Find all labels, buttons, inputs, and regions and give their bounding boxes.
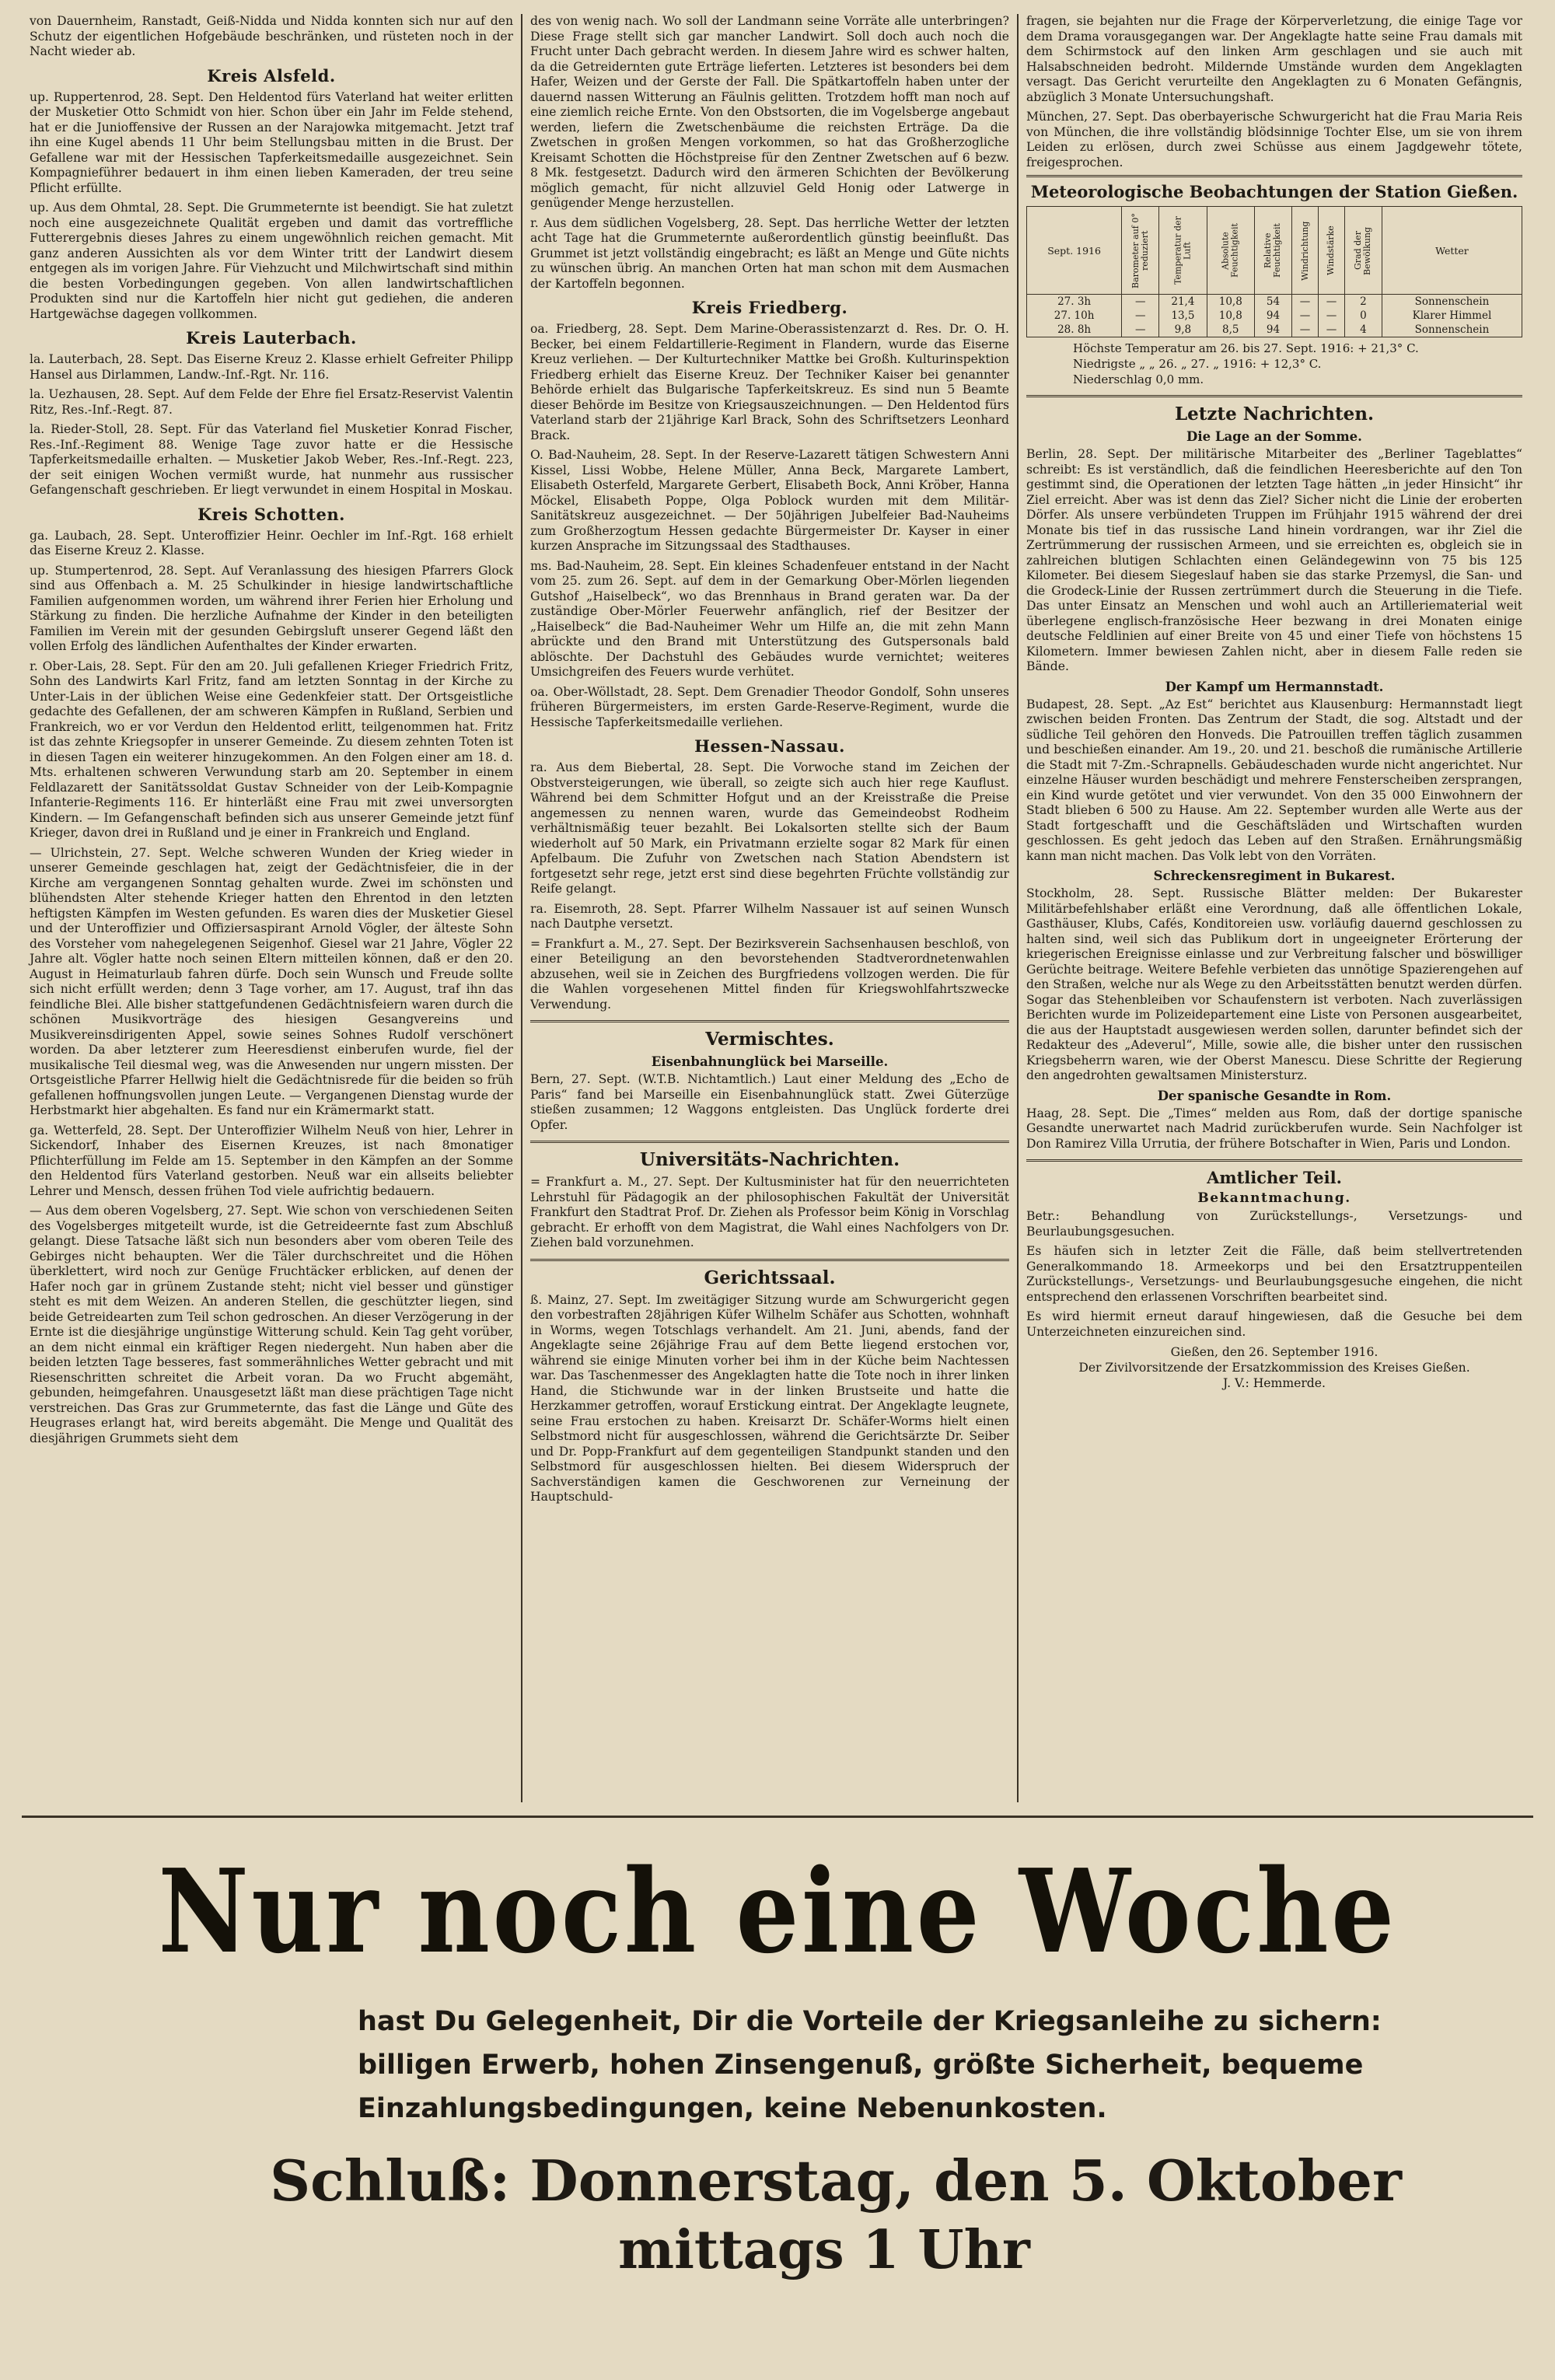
article-ruppertenrod: up. Ruppertenrod, 28. Sept. Den Heldentod fürs Vaterland hat weiter erlitten der Musketier Otto Schmidt von hier. Schon über ein Jahr im Felde stehend, hat er die Junioffensive der Russen an der Narajowka mitgemacht. Jetzt traf ihn eine Kugel abends 11 Uhr beim Stellungsbau mitten in die Brust. Der Gefallene war mit der Hessischen Tapferkeitsmedaille ausgezeichnet. Sein Kompagnieführer bedauert in ihm einen lieben Kameraden, der treu seine Pflicht erfüllte. [30, 89, 513, 195]
article-friedberg: oa. Friedberg, 28. Sept. Dem Marine-Oberassistenzarzt d. Res. Dr. O. H. Becker, bei einem Feldartillerie-Regiment in Flandern, wurde das Eiserne Kreuz verliehen. — Der Kulturtechniker Mattke bei Großh. Kulturinspektion Friedberg erhielt das Eiserne Kreuz. Der Techniker Kaiser bei genannter Behörde erhielt das Bulgarische Tapferkeitskreuz. Es sind nun 5 Beamte dieser Behörde im Besitze von Kriegsauszeichnungen. — Den Heldentod fürs Vaterland starb der 21jährige Karl Brack, Sohn des Schriftsetzers Leonhard Brack. [530, 322, 1009, 442]
table-row [1027, 323, 1522, 337]
article-laubach: ga. Laubach, 28. Sept. Unteroffizier Heinr. Oechler im Inf.-Rgt. 168 erhielt das Eiserne Kreuz 2. Klasse. [30, 528, 513, 557]
subheading-hermannstadt: Der Kampf um Hermannstadt. [1165, 679, 1384, 694]
subheading-spanien: Der spanische Gesandte in Rom. [1157, 1088, 1392, 1103]
weather-header: Absolute Feuchtigkeit [1207, 207, 1254, 295]
text-columns [22, 14, 1533, 1802]
article-ober-woellstadt: oa. Ober-Wöllstadt, 28. Sept. Dem Grenadier Theodor Gondolf, Sohn unseres früheren Bürgermeisters, im ersten Garde-Reserve-Regiment, wurde die Hessische Tapferkeitsmedaille verliehen. [530, 684, 1009, 729]
table-cell: 9,8 [1159, 323, 1207, 337]
column-1 [22, 14, 521, 1802]
weather-precipitation: Niederschlag 0,0 mm. [1073, 372, 1204, 386]
table-cell: — [1122, 295, 1159, 309]
notice-subject: Betr.: Behandlung von Zurückstellungs-, Versetzungs- und Beurlaubungsgesuchen. [1026, 1209, 1522, 1239]
weather-min-temp: Niedrigste „ „ 26. „ 27. „ 1916: + 12,3° C. [1073, 357, 1322, 371]
table-cell: 4 [1344, 323, 1382, 337]
notice-heading: Bekanntmachung. [1197, 1190, 1351, 1206]
ad-closing-date: Schluß: Donnerstag, den 5. Oktober [270, 2148, 1402, 2214]
article-ohmtal: up. Aus dem Ohmtal, 28. Sept. Die Grummeternte ist beendigt. Sie hat zuletzt noch eine ausgezeichnete Qualität ergeben und damit das vortreffliche Futterergebnis dieses Jahres zu einem ungewöhnlich reichen gemacht. Mit ganz anderen Aussichten als vor dem Winter tritt der Landwirt diesem entgegen als im vorigen Jahre. Für Viehzucht und Milchwirtschaft sind mithin die besten Vorbedingungen gegeben. Von allen landwirtschaftlichen Produkten sind nur die Kartoffeln hier nicht gut gediehen, die anderen Hartgewächse dagegen vollkommen. [30, 201, 513, 321]
section-heading-universitaet: Universitäts-Nachrichten. [530, 1141, 1009, 1170]
weather-observations [1026, 175, 1522, 387]
article-budapest: Budapest, 28. Sept. „Az Est“ berichtet aus Klausenburg: Hermannstadt liegt zwischen beiden Fronten. Das Zentrum der Stadt, die sog. Altstadt und der südliche Teil gehören den Honveds. Die Patrouillen treffen täglich zusammen und beschießen einander. Am 19., 20. und 21. beschoß die rumänische Artillerie die Stadt mit 7-Zm.-Schrapnells. Gebäudeschaden wurde nicht angerichtet. Nur einzelne Häuser wurden beschädigt und mehrere Fensterscheiben zersprangen, ein Kind wurde getötet und vier verwundet. Von den 35 000 Einwohnern der Stadt blieben 6 500 zu Hause. Am 22. September wurden alle Werte aus der Stadt fortgeschafft und die Geschäftsläden und Wirtschaften wurden geschlossen. Es geht jedoch das Leben auf den Straßen. Ernährungsmäßig kann man nicht machen. Das Volk lebt von den Vorräten. [1026, 697, 1522, 863]
subheading-somme: Die Lage an der Somme. [1186, 429, 1362, 444]
notice-signatory: Der Zivilvorsitzende der Ersatzkommission des Kreises Gießen. [1078, 1361, 1470, 1375]
article-stockholm: Stockholm, 28. Sept. Russische Blätter melden: Der Bukarester Militärbefehlshaber erläßt eine Verordnung, daß alle öffentlichen Lokale, Gasthäuser, Klubs, Cafés, Konditoreien usw. vorläufig dauernd geschlossen zu halten sind, weil sich das Publikum dort in ungeeigneter Erörterung der kriegerischen Ereignisse einlasse und zur Verbreitung falscher und böswilliger Gerüchte beitrage. Weitere Befehle verbieten das unnötige Spazierengehen auf den Straßen, welche nur als Wege zu den Arbeitsstätten benutzt werden dürfen. Sogar das Stehenbleiben vor Schaufenstern ist verboten. Nach zuverlässigen Berichten wurde im Polizeidepartement eine Liste von Personen ausgearbeitet, die aus der Hauptstadt ausgewiesen werden sollen, darunter befindet sich der Redakteur des „Adeverul“, Mille, sowie alle, die bisher unter den russischen Kriegsbeherrn waren, wie der Oberst Manescu. Diese Schritte der Regierung den angedrohten gewaltsamen Ministersturz. [1026, 886, 1522, 1082]
ad-headline: Nur noch eine Woche [158, 1844, 1397, 1979]
weather-header: Sept. 1916 [1027, 207, 1122, 295]
notice-body: Es häufen sich in letzter Zeit die Fälle, daß beim stellvertretenden Generalkommando 18. Armeekorps und bei den Ersatztruppenteilen Zurückstellungs-, Versetzungs- und Beurlaubungsgesuche eingehen, die nicht entsprechend den erlassenen Vorschriften bearbeitet sind. [1026, 1244, 1522, 1304]
table-cell: 8,5 [1207, 323, 1254, 337]
table-cell: — [1122, 309, 1159, 323]
table-row [1027, 309, 1522, 323]
table-cell: 2 [1344, 295, 1382, 309]
weather-header: Windrichtung [1292, 207, 1319, 295]
weather-notes [1026, 337, 1522, 387]
section-heading-amtlich: Amtlicher Teil. [1026, 1159, 1522, 1187]
article-uezhausen: la. Uezhausen, 28. Sept. Auf dem Felde der Ehre fiel Ersatz-Reservist Valentin Ritz, Res.-Inf.-Regt. 87. [30, 387, 513, 417]
table-cell: 10,8 [1207, 309, 1254, 323]
section-heading-gerichtssaal: Gerichtssaal. [530, 1259, 1009, 1288]
table-cell: 0 [1344, 309, 1382, 323]
article-text: des von wenig nach. Wo soll der Landmann seine Vorräte alle unterbringen? Diese Frage stellt sich gar mancher Landwirt. Soll doch auch noch die Frucht unter Dach gebracht werden. In diesem Jahre wird es schwer halten, da die Getreidernten gute Erträge lieferten. Letzteres ist besonders bei dem Hafer, Weizen und der Gerste der Fall. Die Spätkartoffeln haben unter der dauernd nassen Witterung an Fäulnis gelitten. Trotzdem hofft man noch auf eine ziemlich reiche Ernte. Von den Obstsorten, die im Vogelsberge angebaut werden, liefern die Zwetschenbäume die reichsten Erträge. Da die Zwetschen in großen Mengen vorkommen, so hat das Großherzogliche Kreisamt Schotten die Höchstpreise für den Zentner Zwetschen auf 6 bezw. 8 Mk. festgesetzt. Dadurch wird den ärmeren Schichten der Bevölkerung möglich gemacht, für nicht allzuviel Geld Honig oder Latwerge in genügender Menge herzustellen. [530, 14, 1009, 210]
table-cell: 21,4 [1159, 295, 1207, 309]
article-muenchen: München, 27. Sept. Das oberbayerische Schwurgericht hat die Frau Maria Reis von München, die ihre vollständig blödsinnige Tochter Else, um sie von ihrem Leiden zu erlösen, durch zwei Schüsse aus einem Jagdgewehr tötete, freigesprochen. [1026, 110, 1522, 170]
ad-body: hast Du Gelegenheit, Dir die Vorteile der Kriegsanleihe zu sichern: billigen Erwerb, hohen Zinsengenuß, größte Sicherheit, bequeme Einzahlungsbedingungen, keine Nebenunkosten. [358, 2006, 1382, 2124]
section-heading-letzte-nachrichten: Letzte Nachrichten. [1026, 395, 1522, 425]
table-cell: 13,5 [1159, 309, 1207, 323]
weather-table [1026, 206, 1522, 337]
section-heading-lauterbach: Kreis Lauterbach. [186, 328, 357, 348]
article-frankfurt-uni: = Frankfurt a. M., 27. Sept. Der Kultusminister hat für den neuerrichteten Lehrstuhl für Pädagogik an der philosophischen Fakultät der Universität Frankfurt den Stadtrat Prof. Dr. Ziehen als Professor beim König in Vorschlag gebracht. Er erhofft von dem Magistrat, die Wahl eines Nachfolgers von Dr. Ziehen bald vorzunehmen. [530, 1175, 1009, 1249]
weather-header-row [1027, 207, 1522, 295]
article-lauterbach: la. Lauterbach, 28. Sept. Das Eiserne Kreuz 2. Klasse erhielt Gefreiter Philipp Hansel aus Dirlammen, Landw.-Inf.-Rgt. Nr. 116. [30, 352, 513, 382]
weather-header: Grad der Bewölkung [1344, 207, 1382, 295]
section-heading-hessen-nassau: Hessen-Nassau. [694, 736, 845, 756]
article-mainz: ß. Mainz, 27. Sept. Im zweitägiger Sitzung wurde am Schwurgericht gegen den vorbestraften 28jährigen Küfer Wilhelm Schäfer aus Schotten, wohnhaft in Worms, wegen Totschlags verhandelt. Am 21. Juni, abends, fand der Angeklagte seine 26jährige Frau auf dem Bette liegend erstochen vor, während sie einige Minuten vorher bei ihm in der Küche beim Nachtessen war. Das Taschenmesser des Angeklagten hatte die Tote noch in ihrer linken Hand, die Stichwunde war in der linken Brustseite und hatte die Herzkammer getroffen, worauf Erstickung eintrat. Der Angeklagte leugnete, seine Frau erstochen zu haben. Kreisarzt Dr. Schäfer-Worms hielt einen Selbstmord nicht für ausgeschlossen, während die Gerichtsärzte Dr. Seiber und Dr. Popp-Frankfurt auf dem gegenteiligen Standpunkt standen und den Selbstmord für ausgeschlossen hielten. Bei diesem Widerspruch der Sachverständigen kamen die Geschworenen zur Verneinung der Hauptschuld- [530, 1292, 1009, 1504]
table-cell: — [1122, 323, 1159, 337]
notice-body: Es wird hiermit erneut darauf hingewiesen, daß die Gesuche bei dem Unterzeichneten einzureichen sind. [1026, 1309, 1522, 1339]
table-cell: — [1318, 309, 1344, 323]
weather-header: Windstärke [1318, 207, 1344, 295]
war-bond-advertisement [22, 1816, 1533, 2362]
table-row [1027, 295, 1522, 309]
ad-closing-time: mittags 1 Uhr [618, 2219, 1030, 2281]
table-cell: — [1292, 309, 1319, 323]
table-cell: 10,8 [1207, 295, 1254, 309]
article-frankfurt: = Frankfurt a. M., 27. Sept. Der Bezirksverein Sachsenhausen beschloß, von einer Beteiligung an den bevorstehenden Stadtverordnetenwahlen abzusehen, weil sie in Zeichen des Burgfriedens vollzogen werden. Die für die Wahlen vorgesehenen Mittel finden für Kriegswohlfahrtszwecke Verwendung. [530, 936, 1009, 1012]
section-heading-friedberg: Kreis Friedberg. [691, 298, 848, 317]
article-haag: Haag, 28. Sept. Die „Times“ melden aus Rom, daß der dortige spanische Gesandte unerwartet nach Madrid zurückberufen wurde. Sein Nachfolger ist Don Ramirez Villa Urrutia, der frühere Botschafter in Wien, Paris und London. [1026, 1106, 1522, 1151]
article-bern: Bern, 27. Sept. (W.T.B. Nichtamtlich.) Laut einer Meldung des „Echo de Paris“ fand bei Marseille ein Eisenbahnunglück statt. Zwei Güterzüge stießen zusammen; 12 Waggons entgleisten. Das Unglück forderte drei Opfer. [530, 1072, 1009, 1132]
notice-date: Gießen, den 26. September 1916. [1170, 1345, 1379, 1359]
table-cell: 94 [1254, 309, 1291, 323]
subheading-marseille: Eisenbahnunglück bei Marseille. [651, 1054, 889, 1069]
table-cell: 54 [1254, 295, 1291, 309]
subheading-bukarest: Schreckensregiment in Bukarest. [1153, 868, 1396, 883]
section-heading-alsfeld: Kreis Alsfeld. [207, 65, 336, 86]
article-stumpertenrod: up. Stumpertenrod, 28. Sept. Auf Veranlassung des hiesigen Pfarrers Glock sind aus Offenbach a. M. 25 Schulkinder in hiesige landwirtschaftliche Familien aufgenommen worden, um während ihrer Ferien hier Erholung und Stärkung zu finden. Die herzliche Aufnahme der Kinder in den beteiligten Familien im Verein mit der gesunden Gebirgsluft unserer Gegend läßt den vollen Erfolg des ländlichen Aufenthaltes der Kinder erwarten. [30, 563, 513, 653]
article-ulrichstein: — Ulrichstein, 27. Sept. Welche schweren Wunden der Krieg wieder in unserer Gemeinde geschlagen hat, zeigt der Gedächtnisfeier, die in der Kirche am vergangenen Sonntag gehalten wurde. Zwei im schönsten und blühendsten Alter stehende Krieger hatten den Ehrentod in den letzten heftigsten Kämpfen im Westen gefunden. Es waren dies der Musketier Giesel und der Unteroffizier und Offiziersaspirant Arnold Vögler, der älteste Sohn des Vorsteher vom nahegelegenen Seigenhof. Giesel war 21 Jahre, Vögler 22 Jahre alt. Vögler hatte noch seinen Eltern mitteilen können, daß er den 20. August in Heimaturlaub fahren dürfe. Doch sein Wunsch und Freude sollte sich nicht erfüllt werden; denn 3 Tage vorher, am 17. August, traf ihn das feindliche Blei. Alle bisher stattgefundenen Gedächtnisfeiern waren durch die schönen Musikvorträge des hiesigen Gesangvereins und Musikvereinsdirigenten Appel, sowie seines Sohnes Rudolf verschönert worden. Da aber letzterer zum Heeresdienst einberufen wurde, fiel der musikalische Teil diesmal weg, was die Anwesenden nur ungern missten. Der Ortsgeistliche Pfarrer Hellwig hielt die Gedächtnisrede für die beiden so früh gefallenen hoffnungsvollen jungen Leute. — Vergangenen Dienstag wurde der Herbstmarkt hier abgehalten. Es fand nur ein Krämermarkt statt. [30, 845, 513, 1117]
table-cell: — [1318, 295, 1344, 309]
article-bad-nauheim-fire: ms. Bad-Nauheim, 28. Sept. Ein kleines Schadenfeuer entstand in der Nacht vom 25. zum 26. Sept. auf dem in der Gemarkung Ober-Mörlen liegenden Gutshof „Haiselbeck“, wo das Brennhaus in Brand geraten war. Da der zuständige Ober-Mörler Feuerwehr anfänglich, rief der Besitzer der „Haiselbeck“ die Bad-Nauheimer Wehr um Hilfe an, die mit zehn Mann abrückte und den Brand mit Unterstützung des Gutspersonals bald ablöschte. Der Dachstuhl des Gebäudes wurde vernichtet; weiteres Umsichgreifen des Feuers wurde verhütet. [530, 558, 1009, 679]
table-cell: — [1318, 323, 1344, 337]
weather-header: Temperatur der Luft [1159, 207, 1207, 295]
table-cell: 94 [1254, 323, 1291, 337]
weather-max-temp: Höchste Temperatur am 26. bis 27. Sept. 1916: + 21,3° C. [1073, 341, 1419, 355]
column-3 [1019, 14, 1530, 1802]
table-cell: 27. 3h [1027, 295, 1122, 309]
article-suedlicher-vogelsberg: r. Aus dem südlichen Vogelsberg, 28. Sept. Das herrliche Wetter der letzten acht Tage hat die Grummeternte außerordentlich günstig beeinflußt. Das Grummet ist jetzt vollständig eingebracht; es läßt an Menge und Güte nichts zu wünschen übrig. An manchen Orten hat man schon mit dem Ausmachen der Kartoffeln begonnen. [530, 215, 1009, 291]
weather-header: Wetter [1382, 207, 1522, 295]
table-cell: — [1292, 295, 1319, 309]
table-cell: Klarer Himmel [1382, 309, 1522, 323]
article-berlin: Berlin, 28. Sept. Der militärische Mitarbeiter des „Berliner Tageblattes“ schreibt: Es ist verständlich, daß die feindlichen Heeresberichte auf den Ton gestimmt sind, die Operationen der letzten Tage hätten „in jeder Hinsicht“ ihr Ziel erreicht. Aber was ist denn das Ziel? Sicher nicht die Linie der eroberten Dörfer. Als unsere verbündeten Truppen im Frühjahr 1915 während der drei Monate bis tief in das russische Land hinein vordrangen, war ihr Ziel die Zertrümmerung der russischen Armeen, und sie erreichten es, obgleich sie in zahlreichen blutigen Schlachten einen Geländegewinn von 75 bis 125 Kilometer. Bei diesem Siegeslauf haben sie das starke Przemysl, die San- und die Grodeck-Linie der Russen zertrümmert durch die Steuerung in die Tiefe. Das unter Einsatz an Menschen und wohl auch an Artilleriematerial weit überlegene englisch-französische Heer bezwang in drei Monaten einige deutsche Feldlinien auf einer Breite von 45 und einer Tiefe von höchstens 15 Kilometern. Immer bewiesen Zahlen nicht, aber in diesem Falle reden sie Bände. [1026, 447, 1522, 673]
article-eisemroth: ra. Eisemroth, 28. Sept. Pfarrer Wilhelm Nassauer ist auf seinen Wunsch nach Dautphe versetzt. [530, 901, 1009, 931]
article-text: von Dauernheim, Ranstadt, Geiß-Nidda und Nidda konnten sich nur auf den Schutz der eigentlichen Hofgebäude beschränken, und rüsteten noch in der Nacht wieder ab. [30, 14, 513, 58]
section-heading-schotten: Kreis Schotten. [197, 504, 345, 524]
article-bad-nauheim: O. Bad-Nauheim, 28. Sept. In der Reserve-Lazarett tätigen Schwestern Anni Kissel, Lissi Wobbe, Helene Müller, Anna Beck, Margarete Lambert, Elisabeth Osterfeld, Margarete Gerbert, Elisabeth Bock, Anni Kröber, Hanna Möckel, Elisabeth Poppe, Olga Poblock wurden mit dem Militär-Sanitätskreuz ausgezeichnet. — Der 50jährigen Jubelfeier Bad-Nauheims zum Großherzogtum Hessen gedachte Bürgermeister Dr. Kayser in einer kurzen Ansprache im Sitzungssaal des Stadthauses. [530, 448, 1009, 553]
article-vogelsberg: — Aus dem oberen Vogelsberg, 27. Sept. Wie schon von verschiedenen Seiten des Vogelsberges mitgeteilt wurde, ist die Getreideernte fast zum Abschluß gelangt. Diese Tatsache läßt sich nun besonders aber vom oberen Teile des Gebirges nicht behaupten. Wer die Täler durchschreitet und die Höhen überklettert, wird noch zur Genüge Fruchtäcker erblicken, auf denen der Hafer noch gar in grünem Zustande steht; nicht viel besser und günstiger steht es mit dem Weizen. An anderen Stellen, die geschützter liegen, sind beide Getreidearten zum Teil schon gedroschen. An dieser Verzögerung in der Ernte ist die diesjährige ungünstige Witterung schuld. Kein Tag geht vorüber, an dem nicht einmal ein kräftiger Regen niedergeht. Nun haben aber die beiden letzten Tage besseres, fast sommerähnliches Wetter gebracht und mit Riesenschritten schreitet die Arbeit voran. Da wo Frucht abgemäht, gebunden, heimgefahren. Unausgesetzt läßt man diese prächtigen Tage nicht verstreichen. Das Gras zur Grummeternte, das fast die Länge und Güte des Heugrases erlangt hat, wird bereits abgemäht. Die Menge und Qualität des diesjährigen Grummets sieht dem [30, 1204, 513, 1445]
article-text: fragen, sie bejahten nur die Frage der Körperverletzung, die einige Tage vor dem Drama vorausgegangen war. Der Angeklagte hatte seine Frau damals mit dem Schirmstock auf den linken Arm geschlagen und sie auch mit Halsabschneiden bedroht. Mildernde Umstände wurden dem Angeklagten versagt. Das Gericht verurteilte den Angeklagten zu 6 Monaten Gefängnis, abzüglich 3 Monate Untersuchungshaft. [1026, 14, 1522, 104]
notice-signature: J. V.: Hemmerde. [1223, 1376, 1326, 1390]
section-heading-vermischtes: Vermischtes. [530, 1020, 1009, 1050]
weather-title: Meteorologische Beobachtungen der Station Gießen. [1030, 182, 1518, 201]
weather-header: Relative Feuchtigkeit [1254, 207, 1291, 295]
article-ober-lais: r. Ober-Lais, 28. Sept. Für den am 20. Juli gefallenen Krieger Friedrich Fritz, Sohn des Landwirts Karl Fritz, fand am letzten Sonntag in der Kirche zu Unter-Lais in der üblichen Weise eine Gedenkfeier statt. Der Ortsgeistliche gedachte des Gefallenen, der am schweren Kämpfen in Rußland, Serbien und Frankreich, wo er vor Verdun den Heldentod erlitt, teilgenommen hat. Fritz ist das zehnte Kriegsopfer in unserer Gemeinde. Zu diesem zehnten Toten ist in diesen Tagen ein weiterer hinzugekommen. An den Folgen einer am 18. d. Mts. erhaltenen schweren Verwundung starb am 20. September in einem Feldlazarett der Sanitätssoldat Gustav Schneider von der Leib-Kompagnie Infanterie-Regiments 116. Er hinterläßt eine Frau mit zwei unversorgten Kindern. — Im Gefangenschaft befinden sich aus unserer Gemeinde jetzt fünf Krieger, davon drei in Rußland und je einer in Frankreich und England. [30, 659, 513, 840]
weather-header: Barometer auf 0° reduziert [1122, 207, 1159, 295]
table-cell: 28. 8h [1027, 323, 1122, 337]
article-wetterfeld: ga. Wetterfeld, 28. Sept. Der Unteroffizier Wilhelm Neuß von hier, Lehrer in Sickendorf, Inhaber des Eisernen Kreuzes, ist nach 8monatiger Pflichterfüllung im Felde am 15. September in den Kämpfen an der Somme den Heldentod fürs Vaterland gestorben. Neuß war ein allseits beliebter Lehrer und Mensch, dessen frühen Tod viele aufrichtig bedauern. [30, 1123, 513, 1198]
table-cell: Sonnenschein [1382, 323, 1522, 337]
table-cell: Sonnenschein [1382, 295, 1522, 309]
article-rieder-stoll: la. Rieder-Stoll, 28. Sept. Für das Vaterland fiel Musketier Konrad Fischer, Res.-Inf.-Regiment 88. Wenige Tage zuvor hatte er die Hessische Tapferkeitsmedaille erhalten. — Musketier Jakob Weber, Res.-Inf.-Regt. 223, der seit einigen Wochen vermißt wurde, hat nunmehr aus russischer Gefangenschaft geschrieben. Er liegt verwundet in einem Hospital in Moskau. [30, 422, 513, 497]
article-biebertal: ra. Aus dem Biebertal, 28. Sept. Die Vorwoche stand im Zeichen der Obstversteigerungen, wie überall, so zeigte sich auch hier rege Kauflust. Während bei dem Schmitter Hofgut und an der Kreisstraße die Preise angemessen zu nennen waren, wurde das Gemeindeobst Rodheim verhältnismäßig teuer bezahlt. Bei Lokalsorten stellte sich der Baum wiederholt auf 50 Mark, ein Privatmann erzielte sogar 82 Mark für einen Apfelbaum. Die Zufuhr von Zwetschen nach Station Abendstern ist fortgesetzt sehr rege, jetzt erst sind diese begehrten Früchte vollständig zur Reife gelangt. [530, 760, 1009, 896]
column-2 [521, 14, 1019, 1802]
table-cell: — [1292, 323, 1319, 337]
table-cell: 27. 10h [1027, 309, 1122, 323]
